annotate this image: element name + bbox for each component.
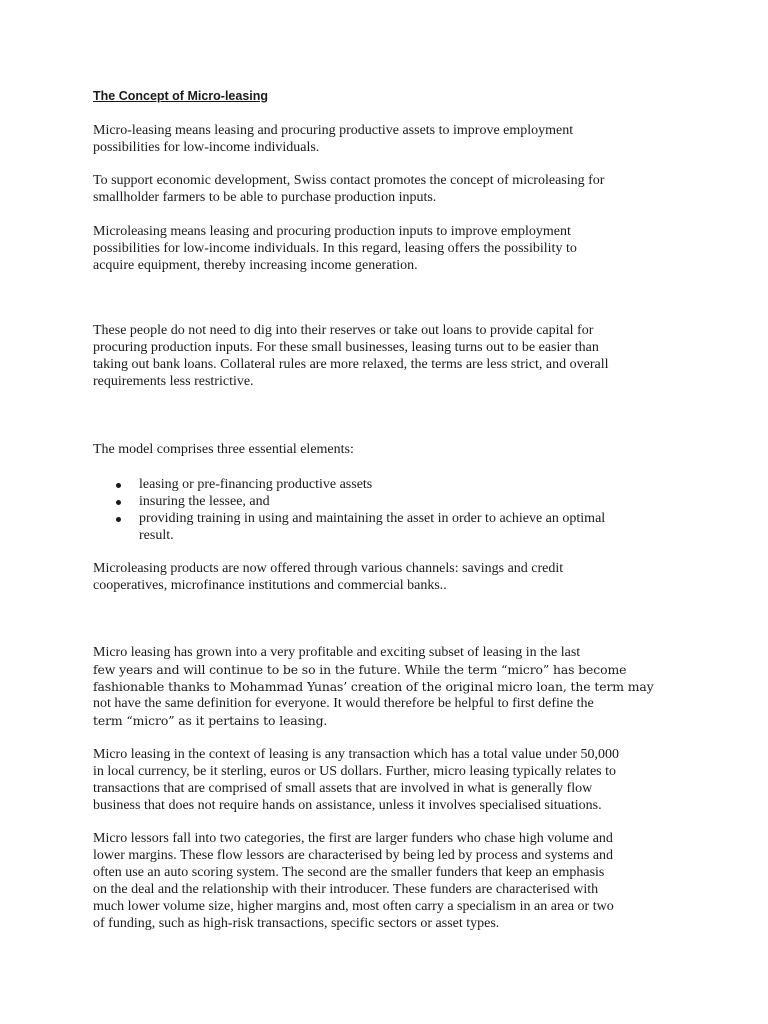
list-item (93, 493, 683, 510)
paragraph-line: Micro lessors fall into two categories, the first are larger funders who chase high volume and (93, 831, 613, 846)
paragraph-line: To support economic development, Swiss contact promotes the concept of microleasing for (93, 173, 605, 188)
list-item-text: providing training in using and maintaining the asset in order to achieve an optimal (139, 511, 606, 526)
paragraph-line: transactions that are comprised of small assets that are involved in what is generally flow (93, 781, 593, 796)
bullet-icon (116, 517, 121, 522)
paragraph-4 (93, 322, 683, 390)
paragraph-line: business that does not require hands on assistance, unless it involves specialised situations. (93, 798, 602, 813)
paragraph-line: Microleasing means leasing and procuring production inputs to improve employment (93, 224, 571, 239)
paragraph-9 (93, 830, 683, 932)
paragraph-6 (93, 560, 683, 594)
paragraph-line: often use an auto scoring system. The second are the smaller funders that keep an emphasis (93, 865, 605, 880)
paragraph-2 (93, 172, 683, 206)
list-item (93, 476, 683, 493)
paragraph-5 (93, 441, 683, 458)
paragraph-line: on the deal and the relationship with their introducer. These funders are characterised with (93, 882, 599, 897)
list-item-text: insuring the lessee, and (139, 494, 270, 509)
list-item-text: result. (139, 528, 174, 543)
paragraph-line: taking out bank loans. Collateral rules are more relaxed, the terms are less strict, and overall (93, 357, 609, 372)
paragraph-line: possibilities for low-income individuals. (93, 140, 320, 155)
paragraph-line: The model comprises three essential elements: (93, 442, 354, 457)
list-item-text: leasing or pre-financing productive assets (139, 477, 373, 492)
paragraph-8 (93, 746, 683, 814)
paragraph-line: Micro leasing has grown into a very profitable and exciting subset of leasing in the last (93, 645, 581, 660)
paragraph-line: procuring production inputs. For these small businesses, leasing turns out to be easier than (93, 340, 599, 355)
paragraph-line: term “micro” as it pertains to leasing. (93, 713, 328, 728)
paragraph-7 (93, 644, 683, 729)
paragraph-line: cooperatives, microfinance institutions and commercial banks.. (93, 578, 447, 593)
paragraph-line: much lower volume size, higher margins and, most often carry a specialism in an area or two (93, 899, 614, 914)
bullet-icon (116, 500, 121, 505)
paragraph-line: acquire equipment, thereby increasing income generation. (93, 258, 418, 273)
paragraph-line: Micro leasing in the context of leasing is any transaction which has a total value under 50,000 (93, 747, 620, 762)
paragraph-line: in local currency, be it sterling, euros or US dollars. Further, micro leasing typically relates to (93, 764, 616, 779)
paragraph-1 (93, 122, 683, 156)
paragraph-line: Microleasing products are now offered through various channels: savings and credit (93, 561, 564, 576)
paragraph-line: fashionable thanks to Mohammad Yunas’ creation of the original micro loan, the term may (93, 679, 654, 694)
paragraph-line: smallholder farmers to be able to purchase production inputs. (93, 190, 437, 205)
document-title: The Concept of Micro-leasing (93, 89, 269, 103)
list-item (93, 510, 683, 544)
paragraph-line: of funding, such as high-risk transactions, specific sectors or asset types. (93, 916, 500, 931)
paragraph-line: These people do not need to dig into their reserves or take out loans to provide capital for (93, 323, 594, 338)
paragraph-line: Micro-leasing means leasing and procuring productive assets to improve employment (93, 123, 574, 138)
paragraph-line: lower margins. These flow lessors are characterised by being led by process and systems and (93, 848, 614, 863)
paragraph-3 (93, 223, 683, 274)
paragraph-line: possibilities for low-income individuals. In this regard, leasing offers the possibility to (93, 241, 577, 256)
elements-list (93, 476, 683, 544)
paragraph-line: requirements less restrictive. (93, 374, 254, 389)
paragraph-line: not have the same definition for everyone. It would therefore be helpful to first define the (93, 696, 594, 711)
bullet-icon (116, 483, 121, 488)
paragraph-line: few years and will continue to be so in the future. While the term “micro” has become (93, 662, 627, 677)
